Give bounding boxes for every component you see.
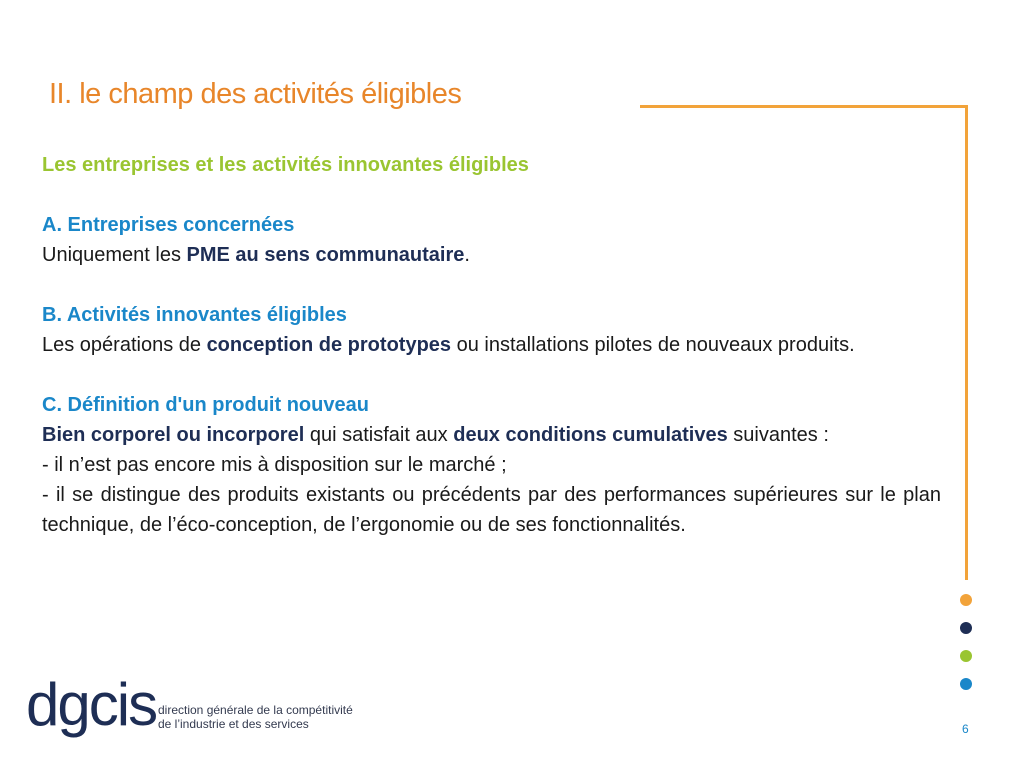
page-number: 6 xyxy=(962,722,969,736)
spacer xyxy=(42,180,941,210)
slide-subtitle: Les entreprises et les activités innovantes éligibles xyxy=(42,154,529,176)
section-b-text-before: Les opérations de xyxy=(42,334,207,356)
section-c-after: suivantes : xyxy=(727,424,829,446)
section-c-item-2: - il se distingue des produits existants ou précédents par des performances supérieures sur le plan technique, de l’éco-conception, de l’ergonomie ou de ses fonctionnalités. xyxy=(42,484,941,536)
section-c-text xyxy=(42,420,941,450)
organization-line-2: de l’industrie et des services xyxy=(158,717,309,731)
frame-top-line xyxy=(640,105,968,108)
section-a-bold: PME au sens communautaire xyxy=(186,244,465,266)
section-b-heading: B. Activités innovantes éligibles xyxy=(42,304,347,326)
section-b-text-after: ou installations pilotes de nouveaux produits. xyxy=(451,334,855,356)
organization-name xyxy=(158,703,353,731)
section-c-mid: qui satisfait aux xyxy=(304,424,454,446)
section-c-bold-2: deux conditions cumulatives xyxy=(453,424,728,446)
slide-body xyxy=(42,150,941,540)
dgcis-logo: dgcis xyxy=(26,671,157,738)
frame-right-line xyxy=(965,105,968,580)
orange-dot xyxy=(960,594,972,606)
spacer xyxy=(42,360,941,390)
section-a-text-before: Uniquement les xyxy=(42,244,187,266)
section-b-text xyxy=(42,330,941,360)
section-a-heading: A. Entreprises concernées xyxy=(42,214,295,236)
spacer xyxy=(42,270,941,300)
section-a-text xyxy=(42,240,941,270)
section-c-item-1: - il n’est pas encore mis à disposition sur le marché ; xyxy=(42,454,507,476)
section-c-bold-1: Bien corporel ou incorporel xyxy=(42,424,305,446)
section-c-heading: C. Définition d'un produit nouveau xyxy=(42,394,369,416)
blue-dot xyxy=(960,678,972,690)
section-b-bold: conception de prototypes xyxy=(206,334,452,356)
slide-title: II. le champ des activités éligibles xyxy=(49,78,462,110)
organization-line-1: direction générale de la compétitivité xyxy=(158,703,353,717)
section-a-text-after: . xyxy=(464,244,470,266)
navy-dot xyxy=(960,622,972,634)
green-dot xyxy=(960,650,972,662)
